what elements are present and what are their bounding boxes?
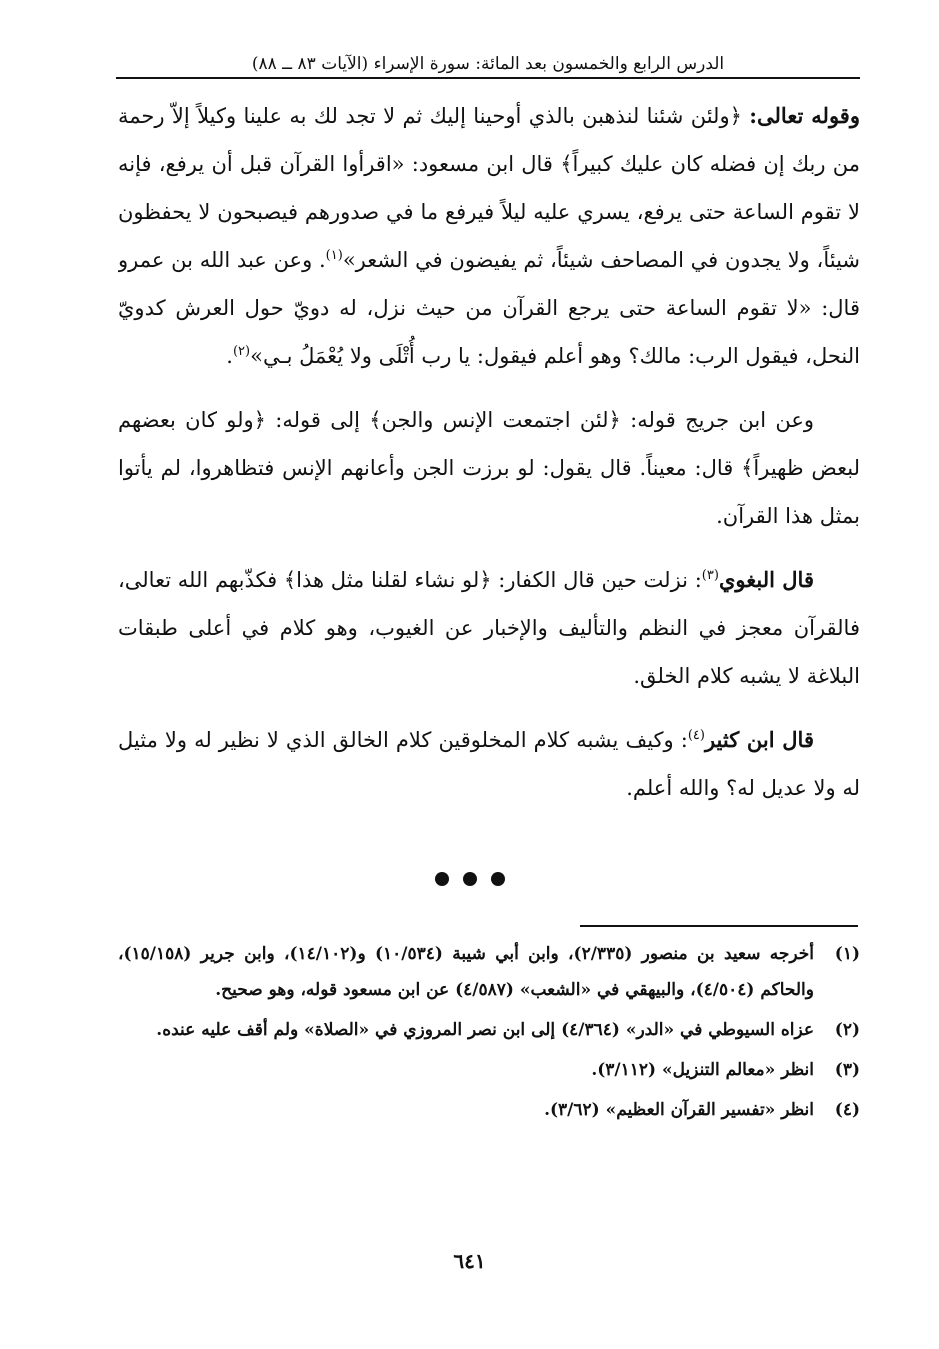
paragraph-1-text-3: . <box>226 344 233 368</box>
footnote <box>118 1052 860 1088</box>
footnote-text: عزاه السيوطي في «الدر» (٤/٣٦٤) إلى ابن نصر المروزي في «الصلاة» ولم أقف عليه عنده. <box>156 1020 814 1040</box>
paragraph-3-lead: قال البغوي <box>718 567 814 592</box>
footnote-ref-4: (٤) <box>687 728 705 743</box>
footnote <box>118 1092 860 1128</box>
footnote-ref-1: (١) <box>325 248 343 263</box>
paragraph-4-lead: قال ابن كثير <box>704 727 814 752</box>
paragraph-1-lead: وقوله تعالى: <box>749 103 860 128</box>
separator-dot-icon <box>463 872 477 886</box>
header-rule <box>116 77 860 79</box>
main-text <box>118 92 860 872</box>
footnote-text: أخرجه سعيد بن منصور (٢/٣٣٥)، وابن أبي شيبة (١٠/٥٣٤) و(١٤/١٠٢)، وابن جرير (١٥/١٥٨)، والحاكم (٤/٥٠٤)، والبيهقي في «الشعب» (٤/٥٨٧) عن ابن مسعود قوله، وهو صحيح. <box>118 944 815 1000</box>
separator-dot-icon <box>435 872 449 886</box>
paragraph-3-text: : نزلت حين قال الكفار: ﴿لو نشاء لقلنا مثل هذا﴾ فكذّبهم الله تعالى، فالقرآن معجز في النظم والتأليف والإخبار عن الغيوب، وهو كلام في أعلى طبقات البلاغة لا يشبه كلام الخلق. <box>118 568 860 688</box>
page-number: ٦٤١ <box>453 1249 486 1273</box>
footnote <box>118 936 860 1008</box>
section-separator <box>0 862 939 896</box>
paragraph-1-text-2: . وعن عبد الله بن عمرو قال: «لا تقوم الساعة حتى يرجع القرآن من حيث نزل، له دويّ حول العرش كدويّ النحل، فيقول الرب: مالك؟ وهو أعلم فيقول: يا رب أُتْلَى ولا يُعْمَلُ بـي» <box>118 248 860 368</box>
running-header: الدرس الرابع والخمسون بعد المائة: سورة الإسراء (الآيات ٨٣ ــ ٨٨) <box>251 54 725 74</box>
footnote <box>118 1012 860 1048</box>
footnotes <box>118 936 860 1226</box>
footnote-number: (١) <box>834 944 860 964</box>
footnote-number: (٤) <box>834 1100 860 1120</box>
paragraph-3 <box>118 556 860 700</box>
footnote-ref-2: (٢) <box>232 344 251 359</box>
paragraph-4 <box>118 716 860 812</box>
separator-dot-icon <box>491 872 505 886</box>
footnote-ref-3: (٣) <box>701 568 719 583</box>
footnote-text: انظر «معالم التنزيل» (٣/١١٢). <box>591 1060 814 1080</box>
paragraph-1 <box>118 92 860 380</box>
paragraph-4-text: : وكيف يشبه كلام المخلوقين كلام الخالق الذي لا نظير له ولا مثيل له ولا عديل له؟ والله أعلم. <box>118 728 860 800</box>
footnote-rule <box>580 925 858 927</box>
paragraph-2: وعن ابن جريج قوله: ﴿لئن اجتمعت الإنس والجن﴾ إلى قوله: ﴿ولو كان بعضهم لبعض ظهيراً﴾ قال: معيناً. قال يقول: لو برزت الجن وأعانهم الإنس فتظاهروا، لم يأتوا بمثل هذا القرآن. <box>118 408 860 528</box>
footnote-number: (٣) <box>834 1060 860 1080</box>
footnote-text: انظر «تفسير القرآن العظيم» (٣/٦٢). <box>544 1100 814 1120</box>
footnote-number: (٢) <box>834 1020 860 1040</box>
paragraph-1-text: ﴿ولئن شئنا لنذهبن بالذي أوحينا إليك ثم لا تجد لك به علينا وكيلاً إلاّ رحمة من ربك إن فضله كان عليك كبيراً﴾ قال ابن مسعود: «اقرأوا القرآن قبل أن يرفع، فإنه لا تقوم الساعة حتى يرفع، يسري عليه ليلاً فيرفع ما في صدورهم فيصبحون لا يحفظون شيئاً، ولا يجدون في المصاحف شيئاً، ثم يفيضون في الشعر» <box>118 104 860 272</box>
